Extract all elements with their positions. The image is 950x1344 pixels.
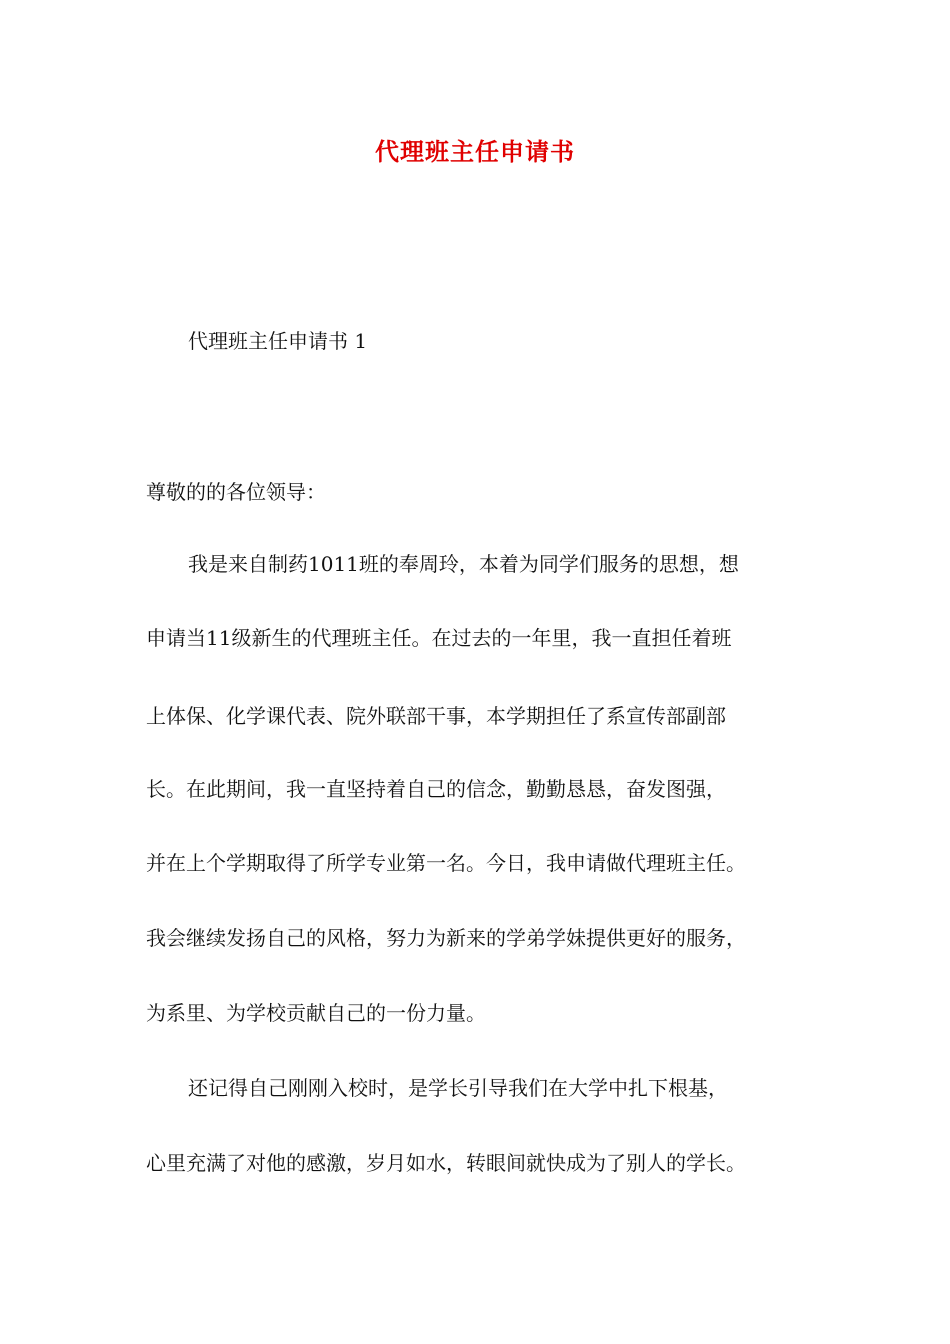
paragraph-2-line-2: 心里充满了对他的感激，岁月如水，转眼间就快成为了别人的学长。 [146,1151,746,1175]
paragraph-1-line-1: 我是来自制药1011班的奉周玲，本着为同学们服务的思想，想 [188,552,739,576]
paragraph-1-line-4: 长。在此期间，我一直坚持着自己的信念，勤勤恳恳，奋发图强， [146,777,726,801]
document-subtitle: 代理班主任申请书 1 [188,329,368,353]
paragraph-1-line-6: 我会继续发扬自己的风格，努力为新来的学弟学妹提供更好的服务， [146,926,746,950]
paragraph-1-line-7: 为系里、为学校贡献自己的一份力量。 [146,1001,486,1025]
document-title: 代理班主任申请书 [375,137,575,166]
paragraph-1-line-5: 并在上个学期取得了所学专业第一名。今日，我申请做代理班主任。 [146,851,746,875]
paragraph-2-line-1: 还记得自己刚刚入校时，是学长引导我们在大学中扎下根基， [188,1076,728,1100]
paragraph-1-line-3: 上体保、化学课代表、院外联部干事，本学期担任了系宣传部副部 [146,704,726,728]
paragraph-1-line-2: 申请当11级新生的代理班主任。在过去的一年里，我一直担任着班 [146,626,732,650]
greeting-line: 尊敬的的各位领导： [146,480,326,504]
